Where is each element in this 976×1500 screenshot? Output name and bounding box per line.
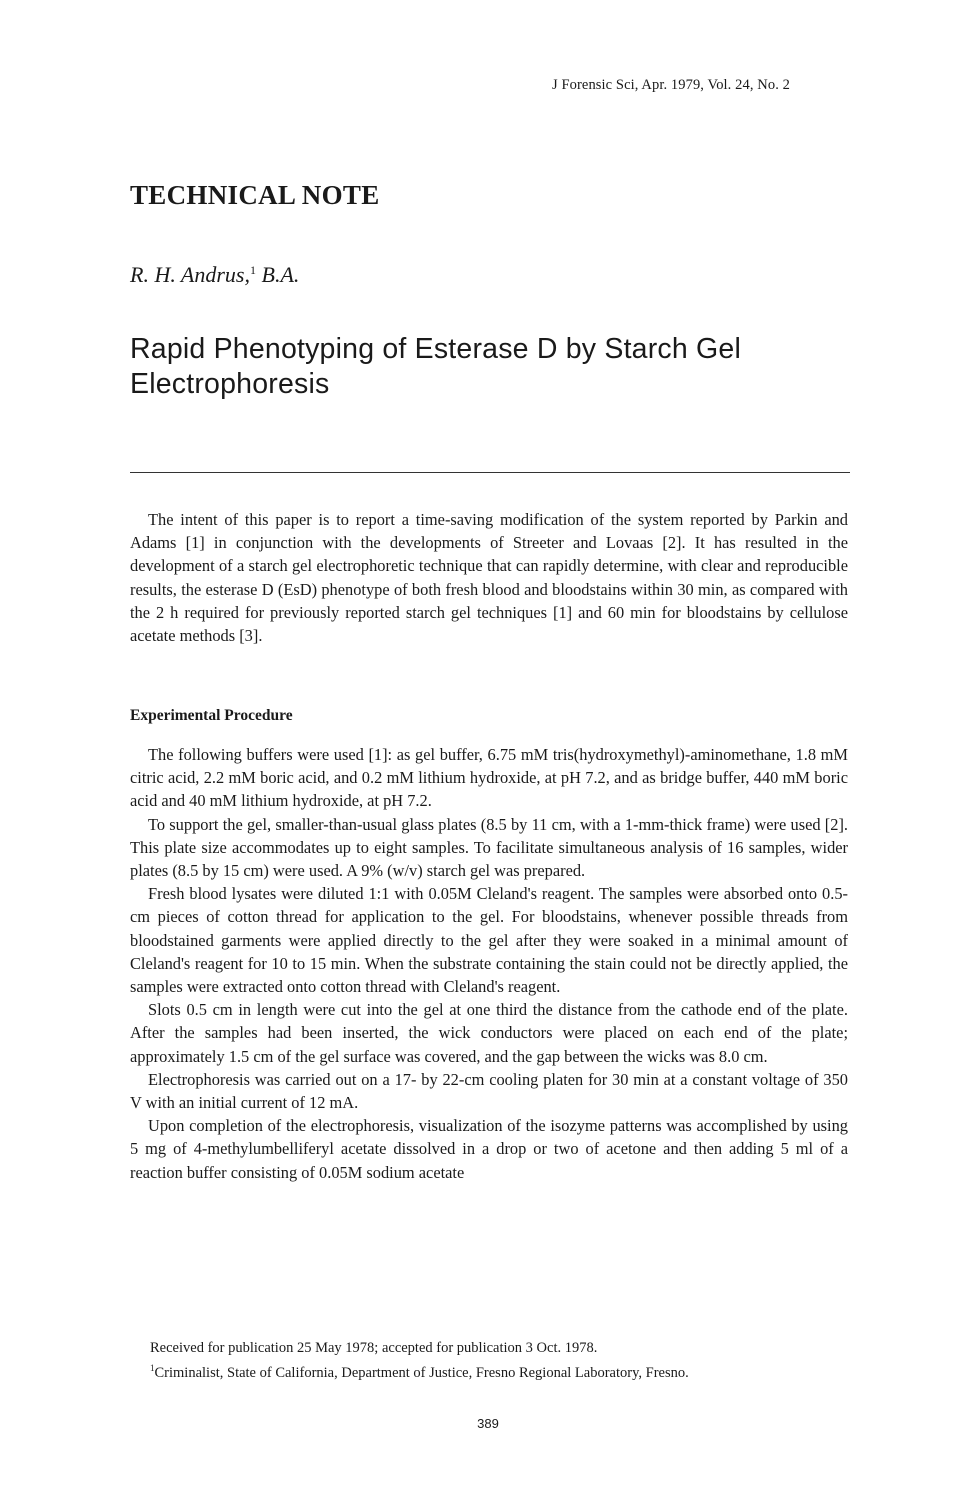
journal-reference: J Forensic Sci, Apr. 1979, Vol. 24, No. 2 (552, 77, 790, 93)
page-number: 389 (477, 1416, 499, 1431)
body-paragraph-5: Electrophoresis was carried out on a 17- by 22-cm cooling platen for 30 min at a constant voltage of 350 V with an initial current of 12 mA. (130, 1069, 848, 1113)
author-footnote-mark: 1 (250, 263, 256, 277)
affiliation-text: Criminalist, State of California, Department of Justice, Fresno Regional Laboratory, Fresno. (154, 1365, 689, 1381)
affiliation-note (150, 1358, 850, 1383)
body-paragraph-6: Upon completion of the electrophoresis, visualization of the isozyme patterns was accomplished by using 5 mg of 4-methylumbelliferyl acetate dissolved in a drop or two of acetone and then adding 5 ml of a reaction buffer consisting of 0.05M sodium acetate (130, 1116, 848, 1182)
title-divider (130, 472, 850, 473)
section-heading: Experimental Procedure (130, 707, 293, 724)
received-note: Received for publication 25 May 1978; accepted for publication 3 Oct. 1978. (150, 1340, 598, 1356)
section-label: TECHNICAL NOTE (130, 180, 380, 210)
body-paragraph-3: Fresh blood lysates were diluted 1:1 with 0.05M Cleland's reagent. The samples were absorbed onto 0.5-cm pieces of cotton thread for application to the gel. For bloodstains, whenever possible threads from bloodstained garments were applied directly to the gel after they were soaked in a minimal amount of Cleland's reagent for 10 to 15 min. When the substrate containing the stain could not be directly applied, the samples were extracted onto cotton thread with Cleland's reagent. (130, 884, 848, 997)
affiliation-mark: 1 (150, 1363, 155, 1373)
abstract-paragraph: The intent of this paper is to report a time-saving modification of the system reported by Parkin and Adams [1] in conjunction with the developments of Streeter and Lovaas [2]. It has resulted in the development of a starch gel electrophoretic technique that can rapidly determine, with clear and reproducible results, the esterase D (EsD) phenotype of both fresh blood and bloodstains within 30 min, as compared with the 2 h required for previously reported starch gel techniques [1] and 60 min for bloodstains by cellulose acetate methods [3]. (130, 510, 848, 646)
author-line (130, 262, 299, 288)
author-name: R. H. Andrus, (130, 262, 250, 287)
footnotes (150, 1338, 850, 1383)
author-degree: B.A. (261, 262, 300, 287)
body-paragraph-4: Slots 0.5 cm in length were cut into the gel at one third the distance from the cathode end of the plate. After the samples had been inserted, the wick conductors were placed on each end of the plate; approximately 1.5 cm of the gel surface was covered, and the gap between the wicks was 8.0 cm. (130, 1000, 848, 1066)
abstract (130, 508, 848, 647)
body-paragraph-2: To support the gel, smaller-than-usual glass plates (8.5 by 11 cm, with a 1-mm-thick frame) were used [2]. This plate size accommodates up to eight samples. To facilitate simultaneous analysis of 16 samples, wider plates (8.5 by 15 cm) were used. A 9% (w/v) starch gel was prepared. (130, 814, 848, 881)
body-paragraph-1: The following buffers were used [1]: as gel buffer, 6.75 mM tris(hydroxymethyl)-aminomethane, 1.8 mM citric acid, 2.2 mM boric acid, and 0.2 mM lithium hydroxide, at pH 7.2, and as bridge buffer, 440 mM boric acid and 40 mM lithium hydroxide, at pH 7.2. (130, 745, 848, 811)
section-body (130, 743, 848, 1184)
paper-title: Rapid Phenotyping of Esterase D by Starch Gel Electrophoresis (130, 333, 741, 400)
